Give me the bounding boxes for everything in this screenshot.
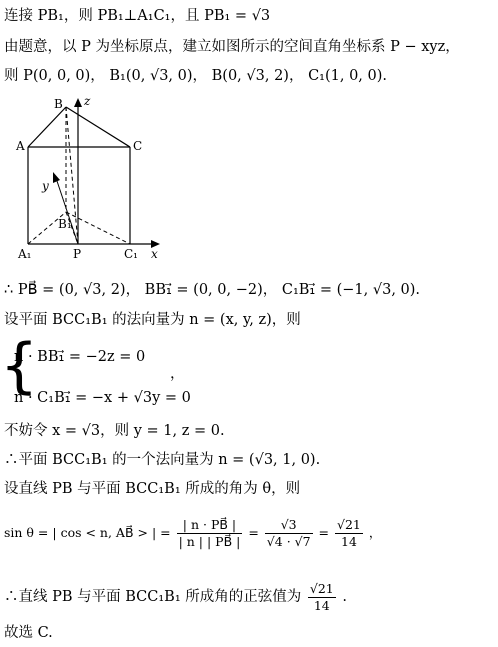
fraction-1-den: | n | | PB⃗ | bbox=[178, 534, 241, 549]
label-y: y bbox=[42, 179, 49, 193]
fraction-answer bbox=[308, 581, 336, 614]
line-9-text: ∴直线 PB 与平面 BCC₁B₁ 所成角的正弦值为 bbox=[4, 589, 302, 605]
fraction-answer-den: 14 bbox=[313, 597, 330, 613]
text-line-6: 不妨令 x = √3，则 y = 1, z = 0. bbox=[4, 423, 225, 439]
system-comma: ， bbox=[170, 366, 185, 382]
label-A1: A₁ bbox=[18, 247, 32, 261]
label-C1: C₁ bbox=[124, 247, 138, 261]
fraction-3-den: 14 bbox=[341, 534, 357, 549]
text-line-2: 由题意，以 P 为坐标原点，建立如图所示的空间直角坐标系 P − xyz， bbox=[4, 39, 460, 55]
edge-B-C bbox=[66, 107, 130, 147]
text-line-5: 设平面 BCC₁B₁ 的法向量为 n = (x, y, z)，则 bbox=[4, 312, 301, 328]
label-C: C bbox=[133, 139, 143, 153]
equals-1: = bbox=[248, 525, 259, 540]
coordinate-figure bbox=[14, 92, 184, 262]
text-line-8: 设直线 PB 与平面 BCC₁B₁ 所成的角为 θ，则 bbox=[4, 481, 301, 497]
fraction-3-num: √21 bbox=[337, 517, 361, 532]
sin-tail: ， bbox=[368, 525, 382, 540]
dashed-B1-C1 bbox=[66, 212, 130, 244]
label-B1: B₁ bbox=[58, 217, 72, 231]
edge-A-B bbox=[28, 107, 66, 147]
label-x: x bbox=[151, 247, 158, 261]
text-line-4: ∴ PB⃗ = (0, √3, 2)， BB₁⃗ = (0, 0, −2)， C₁B₁⃗ = (−1, √3, 0). bbox=[4, 282, 421, 298]
fraction-2-num: √3 bbox=[265, 517, 313, 534]
text-line-7: ∴平面 BCC₁B₁ 的一个法向量为 n = (√3, 1, 0). bbox=[4, 452, 321, 468]
label-z: z bbox=[84, 94, 91, 108]
system-eq-2: n · C₁B₁⃗ = −x + √3y = 0 bbox=[14, 390, 191, 406]
y-axis-arrow bbox=[53, 172, 60, 183]
label-B: B bbox=[54, 97, 63, 111]
fraction-answer-num: √21 bbox=[309, 580, 334, 596]
text-line-9 bbox=[4, 578, 347, 616]
text-line-10: 故选 C. bbox=[4, 625, 53, 641]
sin-formula bbox=[4, 515, 381, 551]
system-brace: { bbox=[0, 331, 39, 401]
sin-lhs: sin θ = | cos < n, AB⃗ > | = bbox=[4, 525, 171, 540]
fraction-3 bbox=[335, 517, 363, 550]
equals-2: = bbox=[318, 525, 330, 540]
line-9-tail: . bbox=[342, 589, 347, 605]
z-axis-arrow bbox=[74, 98, 82, 107]
system-eq-1: n · BB₁⃗ = −2z = 0 bbox=[14, 349, 146, 365]
fraction-1 bbox=[177, 517, 243, 550]
label-A: A bbox=[16, 139, 25, 153]
text-line-3: 则 P(0, 0, 0)， B₁(0, √3, 0)， B(0, √3, 2)， C₁(1, 0, 0). bbox=[4, 68, 388, 84]
text-line-1: 连接 PB₁，则 PB₁⊥A₁C₁，且 PB₁ = √3 bbox=[4, 8, 271, 24]
y-axis bbox=[56, 178, 78, 244]
fraction-1-num: | n · PB⃗ | bbox=[177, 517, 243, 534]
fraction-2 bbox=[265, 517, 313, 550]
label-P: P bbox=[73, 247, 82, 261]
fraction-2-den: √4 · √7 bbox=[266, 534, 311, 549]
